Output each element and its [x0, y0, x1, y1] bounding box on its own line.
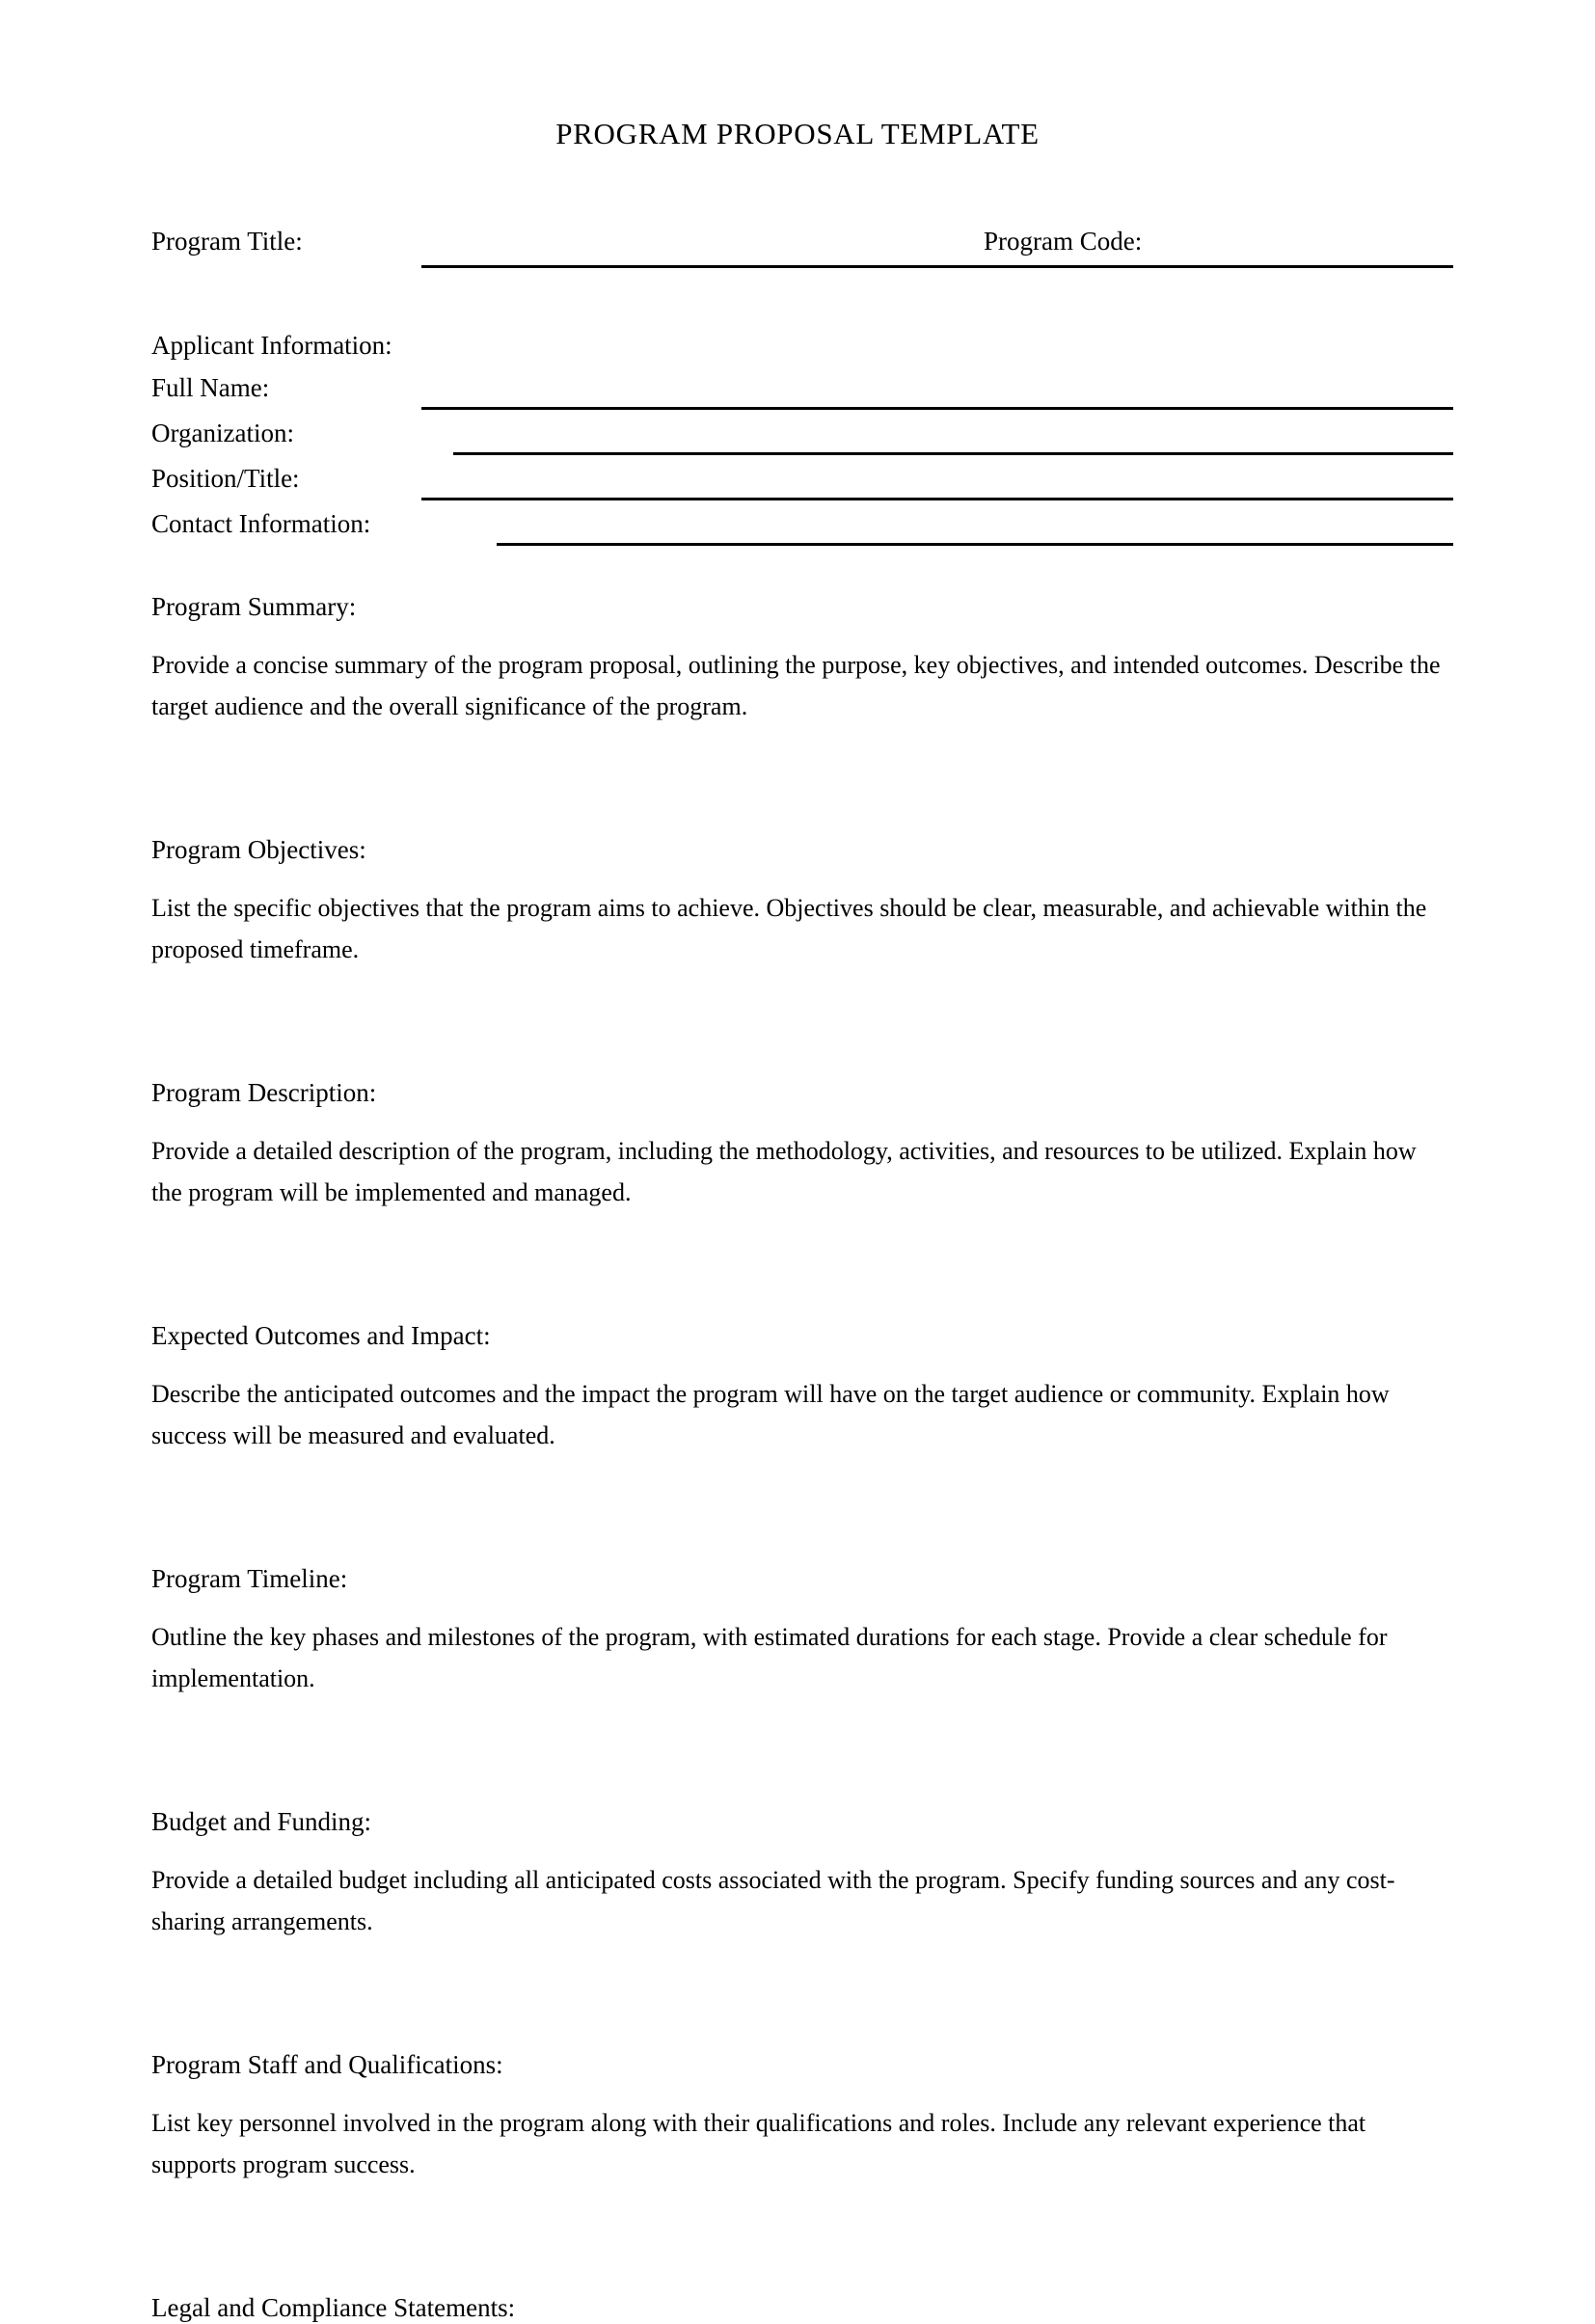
section-heading: Program Objectives:: [151, 835, 366, 864]
section-body: Outline the key phases and milestones of the program, with estimated durations for each stage. Provide a clear schedule for implementation.: [151, 1623, 1388, 1692]
field-row-full-name: [151, 368, 1453, 414]
section-heading: Program Staff and Qualifications:: [151, 2050, 503, 2079]
program-title-label: Program Title:: [151, 227, 303, 256]
contact-information-label: Contact Information:: [151, 509, 371, 538]
proposal-sections: [151, 590, 1444, 2324]
page-title: PROGRAM PROPOSAL TEMPLATE: [555, 117, 1040, 150]
section-body: List key personnel involved in the program along with their qualifications and roles. Include any relevant experience that supports program success.: [151, 2109, 1366, 2178]
section-heading: Program Timeline:: [151, 1564, 348, 1593]
field-row-organization: [151, 414, 1453, 459]
section-heading: Legal and Compliance Statements:: [151, 2293, 516, 2322]
contact-information-input-rule[interactable]: [497, 543, 1453, 546]
applicant-information-label: Applicant Information:: [151, 331, 392, 360]
section-body: Provide a detailed description of the program, including the methodology, activities, and resources to be utilized. Explain how the program will be implemented and managed.: [151, 1137, 1417, 1206]
full-name-input-rule[interactable]: [421, 407, 1453, 410]
full-name-label: Full Name:: [151, 373, 270, 402]
section-program-description: [151, 1076, 1444, 1213]
section-heading: Budget and Funding:: [151, 1807, 371, 1836]
section-body: Provide a concise summary of the program proposal, outlining the purpose, key objectives, and intended outcomes. Describe the target audience and the overall significance of the program.: [151, 651, 1441, 720]
section-heading: Expected Outcomes and Impact:: [151, 1321, 491, 1350]
section-program-objectives: [151, 833, 1444, 970]
organization-input-rule[interactable]: [453, 452, 1453, 455]
section-program-timeline: [151, 1562, 1444, 1699]
section-heading: Program Description:: [151, 1078, 377, 1107]
position-title-input-rule[interactable]: [421, 498, 1453, 500]
section-body: Describe the anticipated outcomes and the impact the program will have on the target audience or community. Explain how success will be measured and evaluated.: [151, 1380, 1390, 1449]
section-body: List the specific objectives that the program aims to achieve. Objectives should be clear, measurable, and achievable within the proposed timeframe.: [151, 894, 1427, 963]
section-expected-outcomes-and-impact: [151, 1319, 1444, 1456]
section-program-staff-and-qualifications: [151, 2048, 1444, 2185]
program-code-label: Program Code:: [984, 227, 1143, 256]
field-row-contact-information: [151, 504, 1453, 550]
program-title-row: [151, 227, 1453, 271]
organization-label: Organization:: [151, 419, 294, 447]
section-legal-and-compliance-statements: [151, 2291, 1444, 2324]
section-body: Provide a detailed budget including all anticipated costs associated with the program. Specify funding sources and any cost-sharing arrangements.: [151, 1866, 1395, 1935]
section-heading: Program Summary:: [151, 592, 357, 621]
section-budget-and-funding: [151, 1805, 1444, 1942]
position-title-label: Position/Title:: [151, 464, 300, 493]
applicant-information-block: [151, 323, 1453, 550]
program-title-input-rule[interactable]: [421, 265, 1453, 268]
section-program-summary: [151, 590, 1444, 727]
field-row-position-title: [151, 459, 1453, 504]
